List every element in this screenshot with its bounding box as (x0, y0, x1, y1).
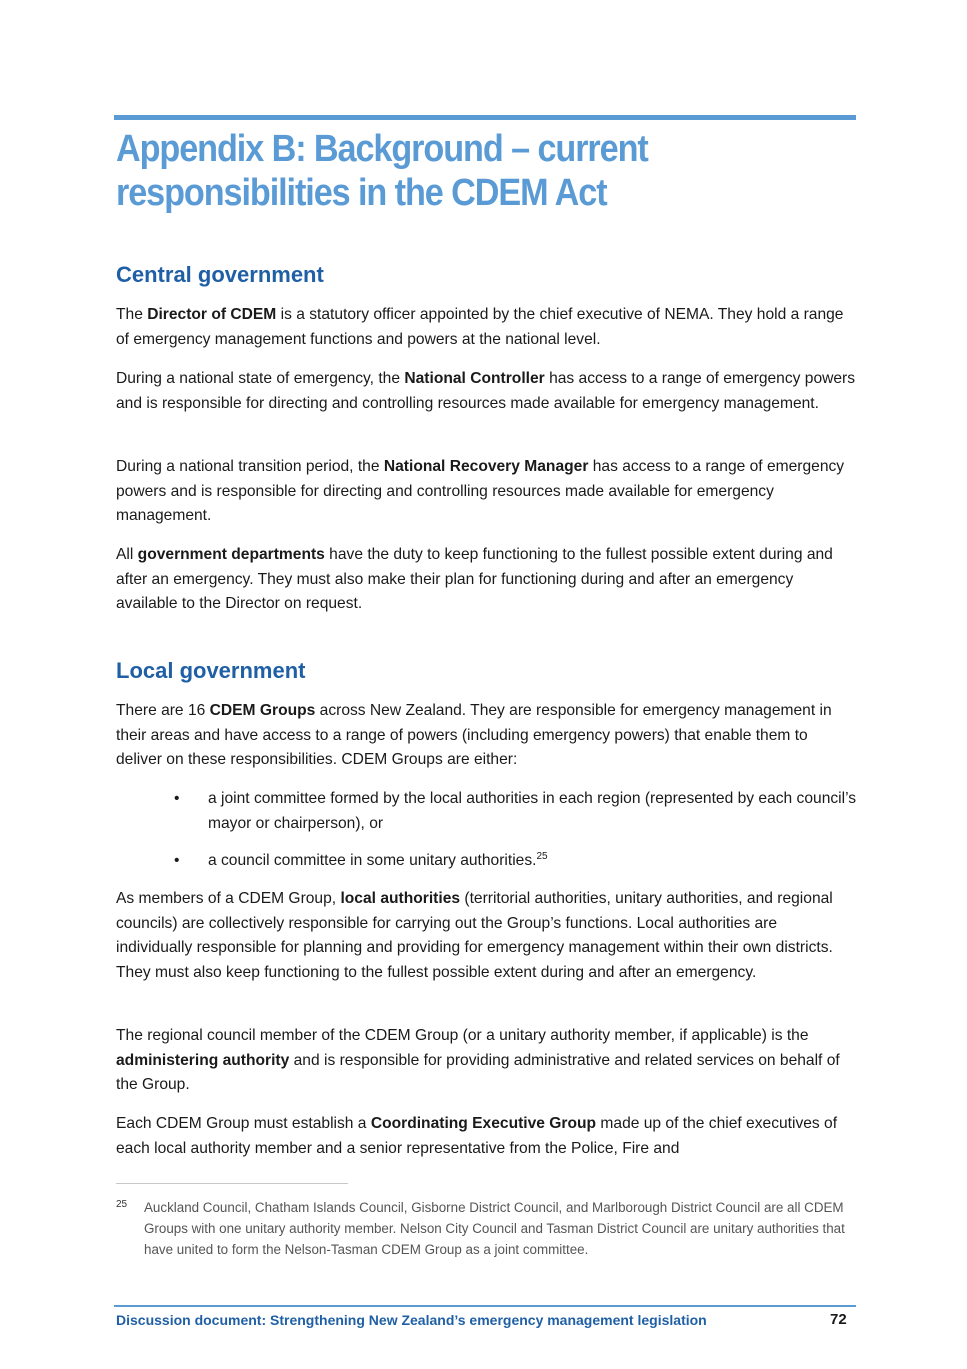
footer-rule (114, 1305, 856, 1307)
text: During a national state of emergency, the (116, 370, 405, 387)
paragraph-recovery-manager (116, 455, 856, 529)
bullet-icon: • (174, 852, 180, 869)
paragraph-coordinating-executive-group (116, 1112, 856, 1161)
bold-term: government departments (137, 546, 325, 563)
text: have the duty to keep functioning to the fullest possible extent during and after an emergency. They must also make their plan for functioning during and after an emergency available to the Director on request. (116, 546, 833, 613)
section-heading-local: Local government (116, 658, 306, 683)
bold-term: National Recovery Manager (383, 458, 589, 475)
text: made up of the chief executives of each local authority member and a senior representative from the Police, Fire and (116, 1115, 838, 1157)
text: a council committee in some unitary authorities. (208, 852, 537, 869)
footer-title: Discussion document: Strengthening New Zealand’s emergency management legislation (116, 1312, 707, 1328)
text: The regional council member of the CDEM Group (or a unitary authority member, if applicable) is the (116, 1027, 809, 1044)
paragraph-cdem-groups (116, 699, 856, 773)
text: (territorial authorities, unitary authorities, and regional councils) are collectively responsible for carrying out the Group’s functions. Local authorities are individually responsible for planning and providing for emergency management within their own districts. They must also keep functioning to the fullest possible extent during and after an emergency. (116, 890, 833, 981)
paragraph-government-departments (116, 543, 856, 617)
paragraph-national-controller (116, 367, 856, 416)
text: The (116, 306, 148, 323)
list-item-text (208, 849, 858, 874)
text: has access to a range of emergency powers and is responsible for directing and controlling resources made available for emergency management. (116, 458, 845, 525)
section-heading-central: Central government (116, 262, 324, 287)
bullet-icon: • (174, 790, 180, 807)
text: During a national transition period, the (116, 458, 384, 475)
bold-term: administering authority (116, 1051, 290, 1069)
bold-term: local authorities (340, 890, 461, 907)
footnote-text: Auckland Council, Chatham Islands Council, Gisborne District Council, and Marlborough District Council are all CDEM Groups with one unitary authority member. Nelson City Council and Tasman District Council are unitary authorities that have united to form the Nelson-Tasman CDEM Group as a joint committee. (144, 1200, 845, 1257)
text: is a statutory officer appointed by the chief executive of NEMA. They hold a range of emergency management functions and powers at the national level. (116, 306, 844, 348)
page-title-line-2: responsibilities in the CDEM Act (116, 172, 607, 214)
page-title (116, 127, 764, 215)
paragraph-local-authorities (116, 887, 856, 985)
footnote-separator (116, 1183, 348, 1184)
text: There are 16 (116, 702, 210, 719)
header-rule (114, 115, 856, 120)
bold-term: Director of CDEM (147, 306, 277, 323)
text: Each CDEM Group must establish a (116, 1115, 371, 1132)
bold-term: Coordinating Executive Group (370, 1115, 597, 1132)
text: has access to a range of emergency powers and is responsible for directing and controlling resources made available for emergency management. (116, 370, 856, 412)
footnote-number: 25 (116, 1199, 128, 1210)
text: across New Zealand. They are responsible for emergency management in their areas and have access to a range of powers (including emergency powers) that enable them to deliver on these responsibilities. CDEM Groups are either: (116, 702, 832, 769)
text: As members of a CDEM Group, (116, 890, 341, 907)
text: All (116, 546, 138, 563)
list-item-text: a joint committee formed by the local authorities in each region (represented by each council’s mayor or chairperson), or (208, 790, 857, 832)
bold-term: CDEM Groups (209, 702, 316, 719)
bold-term: National Controller (404, 370, 545, 387)
paragraph-administering-authority (116, 1024, 856, 1098)
page-number: 72 (830, 1311, 847, 1328)
footnote-reference: 25 (536, 851, 548, 862)
text: and is responsible for providing administrative and related services on behalf of the Group. (116, 1051, 840, 1094)
page-title-line-1: Appendix B: Background – current (116, 128, 648, 170)
paragraph-director (116, 303, 856, 352)
